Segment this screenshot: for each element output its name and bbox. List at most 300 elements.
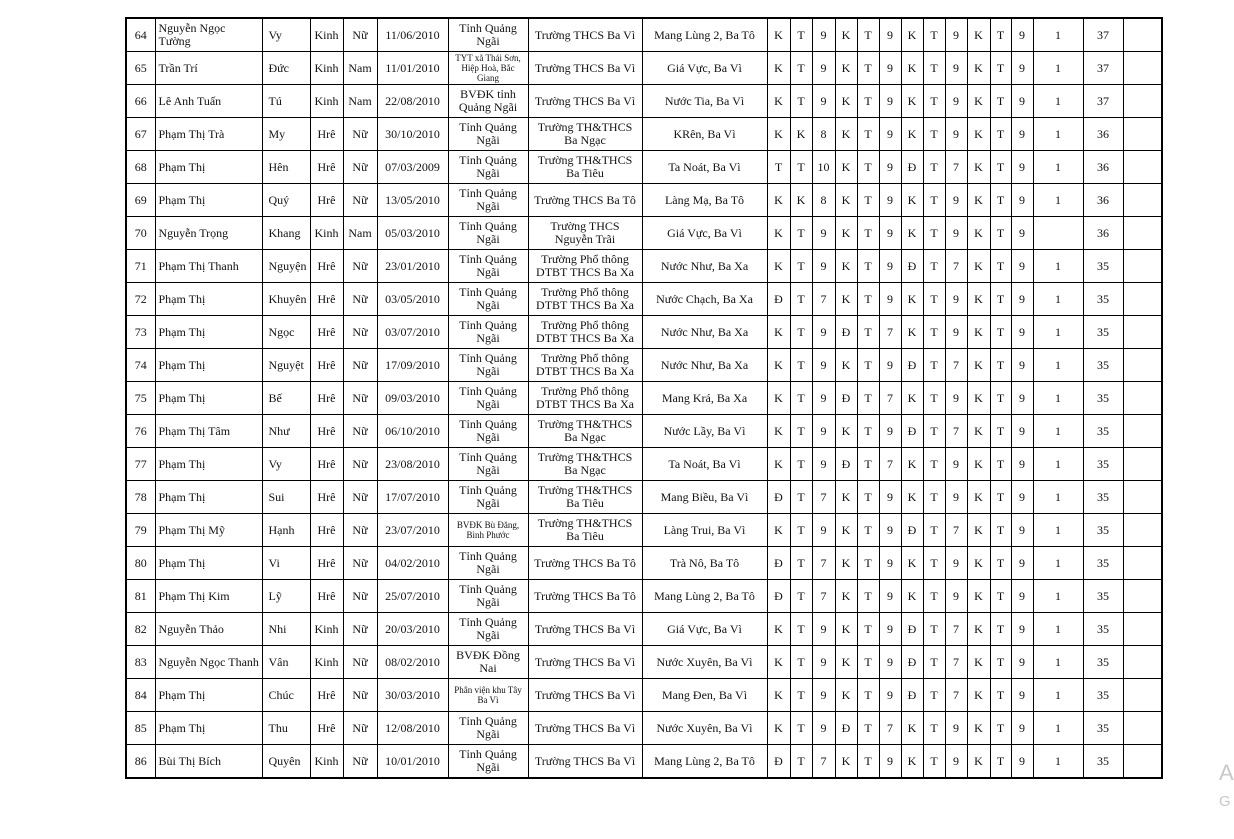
cell-diem: T (923, 18, 945, 52)
cell-diem: K (967, 18, 990, 52)
cell-diem: 9 (1011, 184, 1033, 217)
cell-diem: 9 (812, 448, 835, 481)
cell-diem: K (967, 415, 990, 448)
cell-tong-diem: 35 (1083, 415, 1123, 448)
cell-diem: 7 (879, 712, 901, 745)
cell-dia-chi: Nước Như, Ba Xa (642, 349, 767, 382)
cell-truong: Trường THCS Ba Tô (528, 547, 642, 580)
cell-diem: 9 (812, 316, 835, 349)
cell-ghi-chu (1123, 118, 1162, 151)
cell-diem: K (967, 217, 990, 250)
cell-diem: T (857, 415, 879, 448)
cell-ho-dem: Bùi Thị Bích (155, 745, 262, 779)
cell-dan-toc: Kinh (310, 85, 343, 118)
cell-diem: T (990, 52, 1011, 85)
cell-diem: K (967, 712, 990, 745)
cell-gioi-tinh: Nữ (343, 613, 377, 646)
cell-diem: K (901, 85, 923, 118)
cell-diem: K (835, 283, 857, 316)
cell-diem: T (923, 448, 945, 481)
cell-diem: T (923, 481, 945, 514)
cell-ten: Vy (262, 18, 310, 52)
cell-ten: Hạnh (262, 514, 310, 547)
cell-diem: 7 (812, 547, 835, 580)
cell-diem: 9 (879, 646, 901, 679)
cell-stt: 73 (126, 316, 155, 349)
cell-diem: T (790, 613, 812, 646)
cell-ho-dem: Nguyễn Thảo (155, 613, 262, 646)
cell-diem: 9 (812, 18, 835, 52)
cell-uu-tien: 1 (1033, 184, 1083, 217)
cell-diem: T (790, 481, 812, 514)
cell-gioi-tinh: Nữ (343, 18, 377, 52)
cell-diem: K (967, 547, 990, 580)
cell-noi-sinh: Tỉnh Quảng Ngãi (448, 283, 528, 316)
cell-diem: T (990, 679, 1011, 712)
cell-diem: T (790, 712, 812, 745)
cell-gioi-tinh: Nữ (343, 547, 377, 580)
cell-ngay-sinh: 23/08/2010 (377, 448, 448, 481)
cell-tong-diem: 35 (1083, 646, 1123, 679)
cell-dia-chi: Nước Như, Ba Xa (642, 316, 767, 349)
cell-tong-diem: 36 (1083, 118, 1123, 151)
cell-dia-chi: Mang Lùng 2, Ba Tô (642, 18, 767, 52)
cell-diem: 8 (812, 184, 835, 217)
cell-diem: T (923, 250, 945, 283)
cell-stt: 71 (126, 250, 155, 283)
table-row (126, 151, 1162, 184)
cell-diem: 9 (945, 52, 967, 85)
cell-diem: 9 (945, 580, 967, 613)
cell-diem: 9 (812, 514, 835, 547)
cell-dia-chi: KRên, Ba Vì (642, 118, 767, 151)
cell-gioi-tinh: Nam (343, 52, 377, 85)
cell-stt: 77 (126, 448, 155, 481)
cell-tong-diem: 37 (1083, 85, 1123, 118)
cell-diem: 9 (1011, 415, 1033, 448)
cell-diem: T (990, 712, 1011, 745)
cell-stt: 82 (126, 613, 155, 646)
cell-diem: K (790, 118, 812, 151)
cell-diem: K (835, 184, 857, 217)
cell-diem: T (857, 547, 879, 580)
cell-dan-toc: Hrê (310, 151, 343, 184)
cell-stt: 72 (126, 283, 155, 316)
cell-diem: K (967, 646, 990, 679)
cell-diem: 9 (879, 283, 901, 316)
cell-ten: Vi (262, 547, 310, 580)
cell-noi-sinh: Tỉnh Quảng Ngãi (448, 118, 528, 151)
cell-diem: 7 (879, 316, 901, 349)
cell-gioi-tinh: Nữ (343, 745, 377, 779)
cell-ghi-chu (1123, 349, 1162, 382)
cell-ghi-chu (1123, 85, 1162, 118)
cell-ghi-chu (1123, 18, 1162, 52)
cell-diem: 9 (945, 217, 967, 250)
cell-diem: T (857, 448, 879, 481)
cell-diem: T (923, 151, 945, 184)
cell-ten: Chúc (262, 679, 310, 712)
cell-diem: 9 (1011, 283, 1033, 316)
cell-uu-tien: 1 (1033, 679, 1083, 712)
cell-ten: Hên (262, 151, 310, 184)
cell-diem: 9 (945, 712, 967, 745)
cell-truong: Trường Phổ thông DTBT THCS Ba Xa (528, 250, 642, 283)
cell-diem: 9 (879, 349, 901, 382)
cell-diem: T (857, 316, 879, 349)
cell-diem: T (857, 613, 879, 646)
cell-diem: 7 (812, 580, 835, 613)
cell-ho-dem: Phạm Thị (155, 547, 262, 580)
cell-diem: Đ (767, 580, 790, 613)
table-row (126, 349, 1162, 382)
cell-diem: T (990, 481, 1011, 514)
cell-noi-sinh: Tỉnh Quảng Ngãi (448, 217, 528, 250)
cell-diem: K (901, 52, 923, 85)
cell-gioi-tinh: Nữ (343, 712, 377, 745)
cell-noi-sinh: Tỉnh Quảng Ngãi (448, 250, 528, 283)
cell-diem: K (767, 52, 790, 85)
cell-noi-sinh: Tỉnh Quảng Ngãi (448, 151, 528, 184)
cell-diem: 9 (1011, 481, 1033, 514)
cell-dan-toc: Hrê (310, 679, 343, 712)
cell-uu-tien: 1 (1033, 349, 1083, 382)
cell-ho-dem: Trần Trí (155, 52, 262, 85)
cell-dan-toc: Hrê (310, 448, 343, 481)
cell-ngay-sinh: 03/07/2010 (377, 316, 448, 349)
cell-ho-dem: Phạm Thị (155, 151, 262, 184)
cell-diem: K (767, 18, 790, 52)
cell-diem: K (967, 679, 990, 712)
cell-stt: 80 (126, 547, 155, 580)
cell-noi-sinh: BVĐK tỉnh Quảng Ngãi (448, 85, 528, 118)
cell-stt: 86 (126, 745, 155, 779)
cell-diem: 9 (1011, 712, 1033, 745)
cell-gioi-tinh: Nữ (343, 118, 377, 151)
cell-dan-toc: Hrê (310, 547, 343, 580)
cell-dan-toc: Hrê (310, 184, 343, 217)
cell-dan-toc: Hrê (310, 481, 343, 514)
table-row (126, 18, 1162, 52)
cell-noi-sinh: Tỉnh Quảng Ngãi (448, 18, 528, 52)
cell-gioi-tinh: Nữ (343, 448, 377, 481)
cell-diem: 9 (1011, 217, 1033, 250)
cell-truong: Trường Phổ thông DTBT THCS Ba Xa (528, 316, 642, 349)
cell-dan-toc: Hrê (310, 283, 343, 316)
cell-tong-diem: 35 (1083, 679, 1123, 712)
cell-uu-tien: 1 (1033, 580, 1083, 613)
cell-diem: K (967, 283, 990, 316)
cell-truong: Trường Phổ thông DTBT THCS Ba Xa (528, 382, 642, 415)
cell-diem: 9 (1011, 448, 1033, 481)
cell-diem: T (790, 250, 812, 283)
cell-diem: Đ (901, 415, 923, 448)
cell-diem: K (835, 250, 857, 283)
cell-diem: Đ (767, 745, 790, 779)
cell-diem: T (990, 646, 1011, 679)
cell-diem: Đ (767, 547, 790, 580)
cell-ten: Tú (262, 85, 310, 118)
cell-uu-tien: 1 (1033, 52, 1083, 85)
cell-tong-diem: 35 (1083, 283, 1123, 316)
cell-diem: T (857, 580, 879, 613)
cell-diem: 8 (812, 118, 835, 151)
cell-truong: Trường TH&THCS Ba Ngạc (528, 415, 642, 448)
cell-diem: K (767, 217, 790, 250)
cell-ghi-chu (1123, 712, 1162, 745)
cell-uu-tien: 1 (1033, 613, 1083, 646)
cell-tong-diem: 35 (1083, 712, 1123, 745)
cell-ngay-sinh: 22/08/2010 (377, 85, 448, 118)
cell-diem: 9 (812, 250, 835, 283)
cell-dan-toc: Hrê (310, 250, 343, 283)
table-row (126, 316, 1162, 349)
cell-diem: 9 (945, 85, 967, 118)
cell-diem: T (990, 745, 1011, 779)
cell-diem: K (790, 184, 812, 217)
cell-tong-diem: 35 (1083, 316, 1123, 349)
cell-diem: 9 (879, 151, 901, 184)
cell-ten: Sui (262, 481, 310, 514)
cell-ho-dem: Phạm Thị Thanh (155, 250, 262, 283)
cell-diem: K (767, 613, 790, 646)
cell-diem: K (967, 448, 990, 481)
cell-tong-diem: 35 (1083, 382, 1123, 415)
cell-diem: 7 (945, 613, 967, 646)
cell-ghi-chu (1123, 448, 1162, 481)
cell-ngay-sinh: 23/07/2010 (377, 514, 448, 547)
cell-uu-tien: 1 (1033, 382, 1083, 415)
cell-diem: T (857, 18, 879, 52)
table-row (126, 613, 1162, 646)
table-row (126, 382, 1162, 415)
cell-diem: 9 (879, 52, 901, 85)
cell-diem: 9 (879, 613, 901, 646)
cell-truong: Trường THCS Ba Vì (528, 646, 642, 679)
cell-ho-dem: Phạm Thị (155, 184, 262, 217)
cell-diem: K (901, 18, 923, 52)
cell-ho-dem: Phạm Thị (155, 712, 262, 745)
cell-diem: 9 (1011, 85, 1033, 118)
cell-diem: T (790, 151, 812, 184)
cell-dan-toc: Hrê (310, 316, 343, 349)
cell-diem: 9 (879, 250, 901, 283)
cell-ghi-chu (1123, 283, 1162, 316)
cell-noi-sinh: Tỉnh Quảng Ngãi (448, 712, 528, 745)
cell-diem: 9 (945, 448, 967, 481)
cell-tong-diem: 35 (1083, 481, 1123, 514)
cell-truong: Trường TH&THCS Ba Tiêu (528, 514, 642, 547)
cell-ten: Khuyên (262, 283, 310, 316)
cell-tong-diem: 35 (1083, 250, 1123, 283)
cell-diem: T (990, 547, 1011, 580)
cell-dan-toc: Hrê (310, 349, 343, 382)
cell-stt: 85 (126, 712, 155, 745)
cell-ngay-sinh: 08/02/2010 (377, 646, 448, 679)
cell-dia-chi: Nước Lầy, Ba Vì (642, 415, 767, 448)
cell-ho-dem: Phạm Thị Tâm (155, 415, 262, 448)
cell-ten: Thu (262, 712, 310, 745)
table-row (126, 448, 1162, 481)
cell-diem: 9 (1011, 250, 1033, 283)
cell-diem: K (835, 118, 857, 151)
cell-ghi-chu (1123, 613, 1162, 646)
cell-noi-sinh: Tỉnh Quảng Ngãi (448, 415, 528, 448)
cell-diem: T (990, 151, 1011, 184)
cell-dia-chi: Giá Vực, Ba Vì (642, 613, 767, 646)
cell-truong: Trường THCS Ba Vì (528, 745, 642, 779)
cell-diem: K (901, 382, 923, 415)
cell-diem: 7 (945, 679, 967, 712)
cell-dia-chi: Nước Xuyên, Ba Vì (642, 712, 767, 745)
cell-diem: T (990, 613, 1011, 646)
table-row (126, 415, 1162, 448)
cell-gioi-tinh: Nữ (343, 679, 377, 712)
cell-ho-dem: Phạm Thị Trà (155, 118, 262, 151)
cell-diem: 9 (812, 349, 835, 382)
cell-noi-sinh: Tỉnh Quảng Ngãi (448, 745, 528, 779)
cell-diem: T (923, 349, 945, 382)
cell-diem: K (835, 679, 857, 712)
cell-diem: K (967, 250, 990, 283)
cell-diem: 9 (879, 415, 901, 448)
cell-diem: T (857, 184, 879, 217)
cell-diem: T (857, 745, 879, 779)
cell-truong: Trường THCS Ba Vì (528, 613, 642, 646)
cell-ngay-sinh: 07/03/2009 (377, 151, 448, 184)
cell-diem: T (923, 184, 945, 217)
cell-diem: K (835, 514, 857, 547)
cell-dan-toc: Hrê (310, 712, 343, 745)
cell-diem: K (767, 448, 790, 481)
cell-dia-chi: Nước Tia, Ba Vì (642, 85, 767, 118)
cell-tong-diem: 36 (1083, 151, 1123, 184)
cell-diem: 9 (1011, 151, 1033, 184)
cell-diem: Đ (835, 316, 857, 349)
cell-diem: K (901, 547, 923, 580)
cell-truong: Trường TH&THCS Ba Ngạc (528, 448, 642, 481)
cell-noi-sinh: BVĐK Đồng Nai (448, 646, 528, 679)
cell-diem: K (901, 448, 923, 481)
cell-tong-diem: 37 (1083, 52, 1123, 85)
cell-noi-sinh: Phân viện khu Tây Ba Vì (448, 679, 528, 712)
cell-diem: K (967, 151, 990, 184)
cell-diem: K (967, 580, 990, 613)
cell-diem: K (835, 18, 857, 52)
watermark-text: A (1219, 760, 1234, 785)
cell-truong: Trường THCS Ba Tô (528, 184, 642, 217)
cell-diem: K (901, 745, 923, 779)
cell-ngay-sinh: 03/05/2010 (377, 283, 448, 316)
cell-diem: T (923, 52, 945, 85)
cell-diem: K (835, 52, 857, 85)
cell-ho-dem: Phạm Thị (155, 481, 262, 514)
cell-truong: Trường THCS Ba Tô (528, 580, 642, 613)
cell-diem: K (835, 151, 857, 184)
cell-diem: 9 (945, 745, 967, 779)
cell-diem: 9 (879, 481, 901, 514)
cell-diem: K (767, 184, 790, 217)
cell-noi-sinh: Tỉnh Quảng Ngãi (448, 382, 528, 415)
cell-dia-chi: Mang Biều, Ba Vì (642, 481, 767, 514)
cell-stt: 66 (126, 85, 155, 118)
cell-diem: T (990, 250, 1011, 283)
cell-ghi-chu (1123, 316, 1162, 349)
cell-diem: K (767, 349, 790, 382)
cell-diem: T (790, 646, 812, 679)
cell-diem: T (990, 316, 1011, 349)
cell-truong: Trường Phổ thông DTBT THCS Ba Xa (528, 349, 642, 382)
cell-diem: T (790, 382, 812, 415)
cell-diem: 9 (1011, 613, 1033, 646)
cell-diem: 9 (879, 18, 901, 52)
cell-diem: T (990, 217, 1011, 250)
cell-diem: T (857, 481, 879, 514)
cell-truong: Trường TH&THCS Ba Ngạc (528, 118, 642, 151)
cell-diem: K (767, 712, 790, 745)
cell-ho-dem: Phạm Thị (155, 679, 262, 712)
cell-diem: 9 (1011, 316, 1033, 349)
table-row (126, 745, 1162, 779)
cell-diem: K (901, 712, 923, 745)
cell-ho-dem: Phạm Thị (155, 283, 262, 316)
cell-diem: Đ (901, 646, 923, 679)
cell-ho-dem: Nguyễn Trọng (155, 217, 262, 250)
cell-diem: T (990, 18, 1011, 52)
cell-ten: Như (262, 415, 310, 448)
cell-diem: K (835, 217, 857, 250)
cell-diem: 9 (812, 217, 835, 250)
cell-diem: 9 (812, 613, 835, 646)
cell-diem: 9 (879, 184, 901, 217)
cell-gioi-tinh: Nữ (343, 415, 377, 448)
cell-diem: K (767, 250, 790, 283)
cell-dia-chi: Làng Mạ, Ba Tô (642, 184, 767, 217)
cell-diem: T (790, 18, 812, 52)
cell-truong: Trường THCS Ba Vì (528, 712, 642, 745)
cell-ho-dem: Nguyễn Ngọc Tường (155, 18, 262, 52)
cell-ngay-sinh: 17/09/2010 (377, 349, 448, 382)
cell-ghi-chu (1123, 250, 1162, 283)
cell-uu-tien: 1 (1033, 250, 1083, 283)
cell-diem: T (923, 217, 945, 250)
cell-stt: 83 (126, 646, 155, 679)
cell-diem: K (835, 580, 857, 613)
cell-ngay-sinh: 11/06/2010 (377, 18, 448, 52)
cell-dan-toc: Kinh (310, 52, 343, 85)
cell-ngay-sinh: 20/03/2010 (377, 613, 448, 646)
cell-diem: T (790, 448, 812, 481)
cell-diem: T (923, 613, 945, 646)
cell-tong-diem: 36 (1083, 217, 1123, 250)
cell-ghi-chu (1123, 514, 1162, 547)
cell-diem: T (923, 646, 945, 679)
cell-tong-diem: 35 (1083, 514, 1123, 547)
cell-diem: 9 (812, 679, 835, 712)
cell-stt: 70 (126, 217, 155, 250)
cell-ten: Nguyệt (262, 349, 310, 382)
cell-diem: 10 (812, 151, 835, 184)
cell-diem: 9 (879, 514, 901, 547)
cell-tong-diem: 35 (1083, 448, 1123, 481)
cell-diem: 9 (879, 118, 901, 151)
cell-ghi-chu (1123, 481, 1162, 514)
cell-dia-chi: Mang Krá, Ba Xa (642, 382, 767, 415)
cell-dan-toc: Hrê (310, 382, 343, 415)
cell-ngay-sinh: 05/03/2010 (377, 217, 448, 250)
cell-noi-sinh: Tỉnh Quảng Ngãi (448, 316, 528, 349)
cell-diem: T (790, 349, 812, 382)
